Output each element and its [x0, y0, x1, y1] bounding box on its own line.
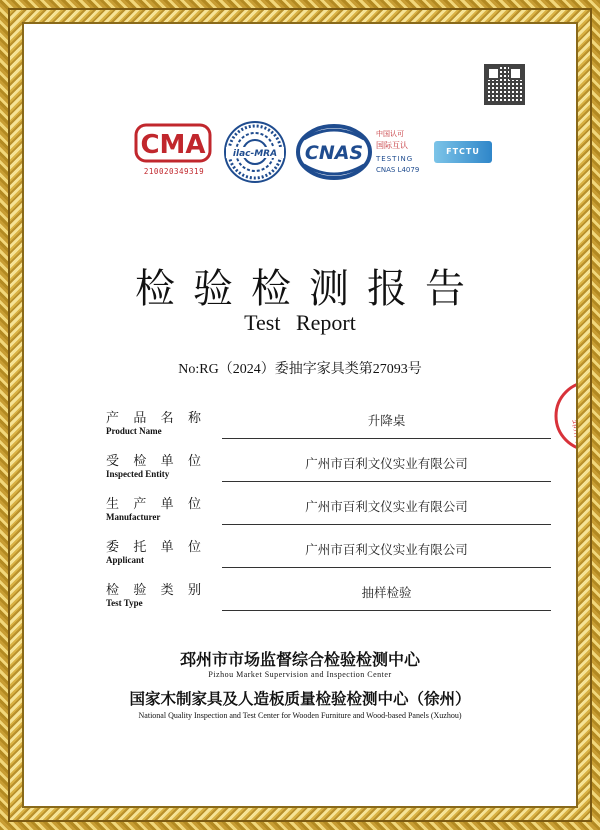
- issuer-center-cn: 邳州市市场监督综合检验检测中心: [179, 650, 420, 669]
- label-char: 品: [133, 411, 147, 426]
- field-label-cn: [106, 450, 201, 469]
- seal-text: 邳州市市: [569, 418, 586, 456]
- label-char: 位: [187, 497, 201, 512]
- cma-logo-text: CMA: [140, 130, 206, 160]
- certificate-page: [22, 22, 586, 808]
- report-fields: [106, 407, 551, 622]
- label-char: 类: [160, 583, 174, 598]
- cnas-logo-text: CNAS: [304, 142, 364, 164]
- field-underline: [222, 481, 551, 482]
- cnas-caption: [376, 129, 419, 174]
- ilac-logo-text: ilac-MRA: [232, 149, 278, 159]
- cnas-logo: [294, 121, 374, 183]
- label-char: 验: [133, 583, 147, 598]
- field-label-cn: [106, 579, 201, 598]
- field-label-en: Manufacturer: [106, 512, 161, 522]
- field-inspected-entity: [106, 450, 551, 493]
- field-label-cn: [106, 407, 201, 426]
- issuer-national-en: National Quality Inspection and Test Center for Wooden Furniture and Wood-based Panels (Xuzhou): [138, 711, 462, 720]
- label-char: 单: [160, 454, 174, 469]
- label-char: 产: [133, 497, 147, 512]
- field-manufacturer: [106, 493, 551, 536]
- field-value: 广州市百利文仪实业有限公司: [305, 456, 468, 471]
- field-label-en: Inspected Entity: [106, 469, 170, 479]
- label-char: 称: [187, 411, 201, 426]
- report-title-cn: 检验检测报告: [135, 266, 483, 312]
- field-label-en: Product Name: [106, 426, 162, 436]
- qr-code-icon: [484, 64, 525, 105]
- field-value: 广州市百利文仪实业有限公司: [305, 499, 468, 514]
- label-char: 产: [106, 411, 120, 426]
- field-label-cn: [106, 493, 201, 512]
- label-char: 别: [187, 583, 201, 598]
- field-underline: [222, 567, 551, 568]
- issuer-center-en: Pizhou Market Supervision and Inspection Center: [208, 670, 392, 679]
- ftctu-logo: FTCTU: [434, 141, 492, 163]
- field-applicant: [106, 536, 551, 579]
- label-char: 生: [106, 497, 120, 512]
- label-char: 委: [106, 540, 120, 555]
- field-label-en: Test Type: [106, 598, 143, 608]
- field-test-type: [106, 579, 551, 622]
- field-label-cn: [106, 536, 201, 555]
- cma-number: 210020349319: [143, 167, 205, 176]
- label-char: 名: [160, 411, 174, 426]
- field-value: 广州市百利文仪实业有限公司: [305, 542, 468, 557]
- label-char: 检: [133, 454, 147, 469]
- field-underline: [222, 610, 551, 611]
- cnas-caption-cn-2: 国际互认: [376, 141, 408, 150]
- red-seal-stamp: [544, 376, 586, 456]
- report-title-en: Test Report: [244, 310, 356, 335]
- report-number: No:RG（2024）委抽字家具类第27093号: [178, 362, 422, 377]
- field-value: 升降桌: [367, 413, 406, 428]
- field-underline: [222, 524, 551, 525]
- field-product-name: [106, 407, 551, 450]
- label-char: 单: [160, 497, 174, 512]
- label-char: 单: [160, 540, 174, 555]
- cnas-caption-testing: TESTING: [376, 155, 414, 163]
- label-char: 位: [187, 454, 201, 469]
- ilac-mra-logo: [222, 119, 288, 185]
- field-value: 抽样检验: [361, 585, 412, 600]
- field-label-en: Applicant: [106, 555, 145, 565]
- issuer-national-cn: 国家木制家具及人造板质量检验检测中心（徐州）: [129, 689, 471, 708]
- cnas-caption-cn-1: 中国认可: [376, 130, 404, 138]
- label-char: 托: [133, 540, 147, 555]
- label-char: 位: [187, 540, 201, 555]
- field-underline: [222, 438, 551, 439]
- cnas-caption-code: CNAS L4079: [376, 166, 420, 174]
- label-char: 受: [106, 454, 120, 469]
- label-char: 检: [106, 583, 120, 598]
- accreditation-logos: [134, 119, 494, 189]
